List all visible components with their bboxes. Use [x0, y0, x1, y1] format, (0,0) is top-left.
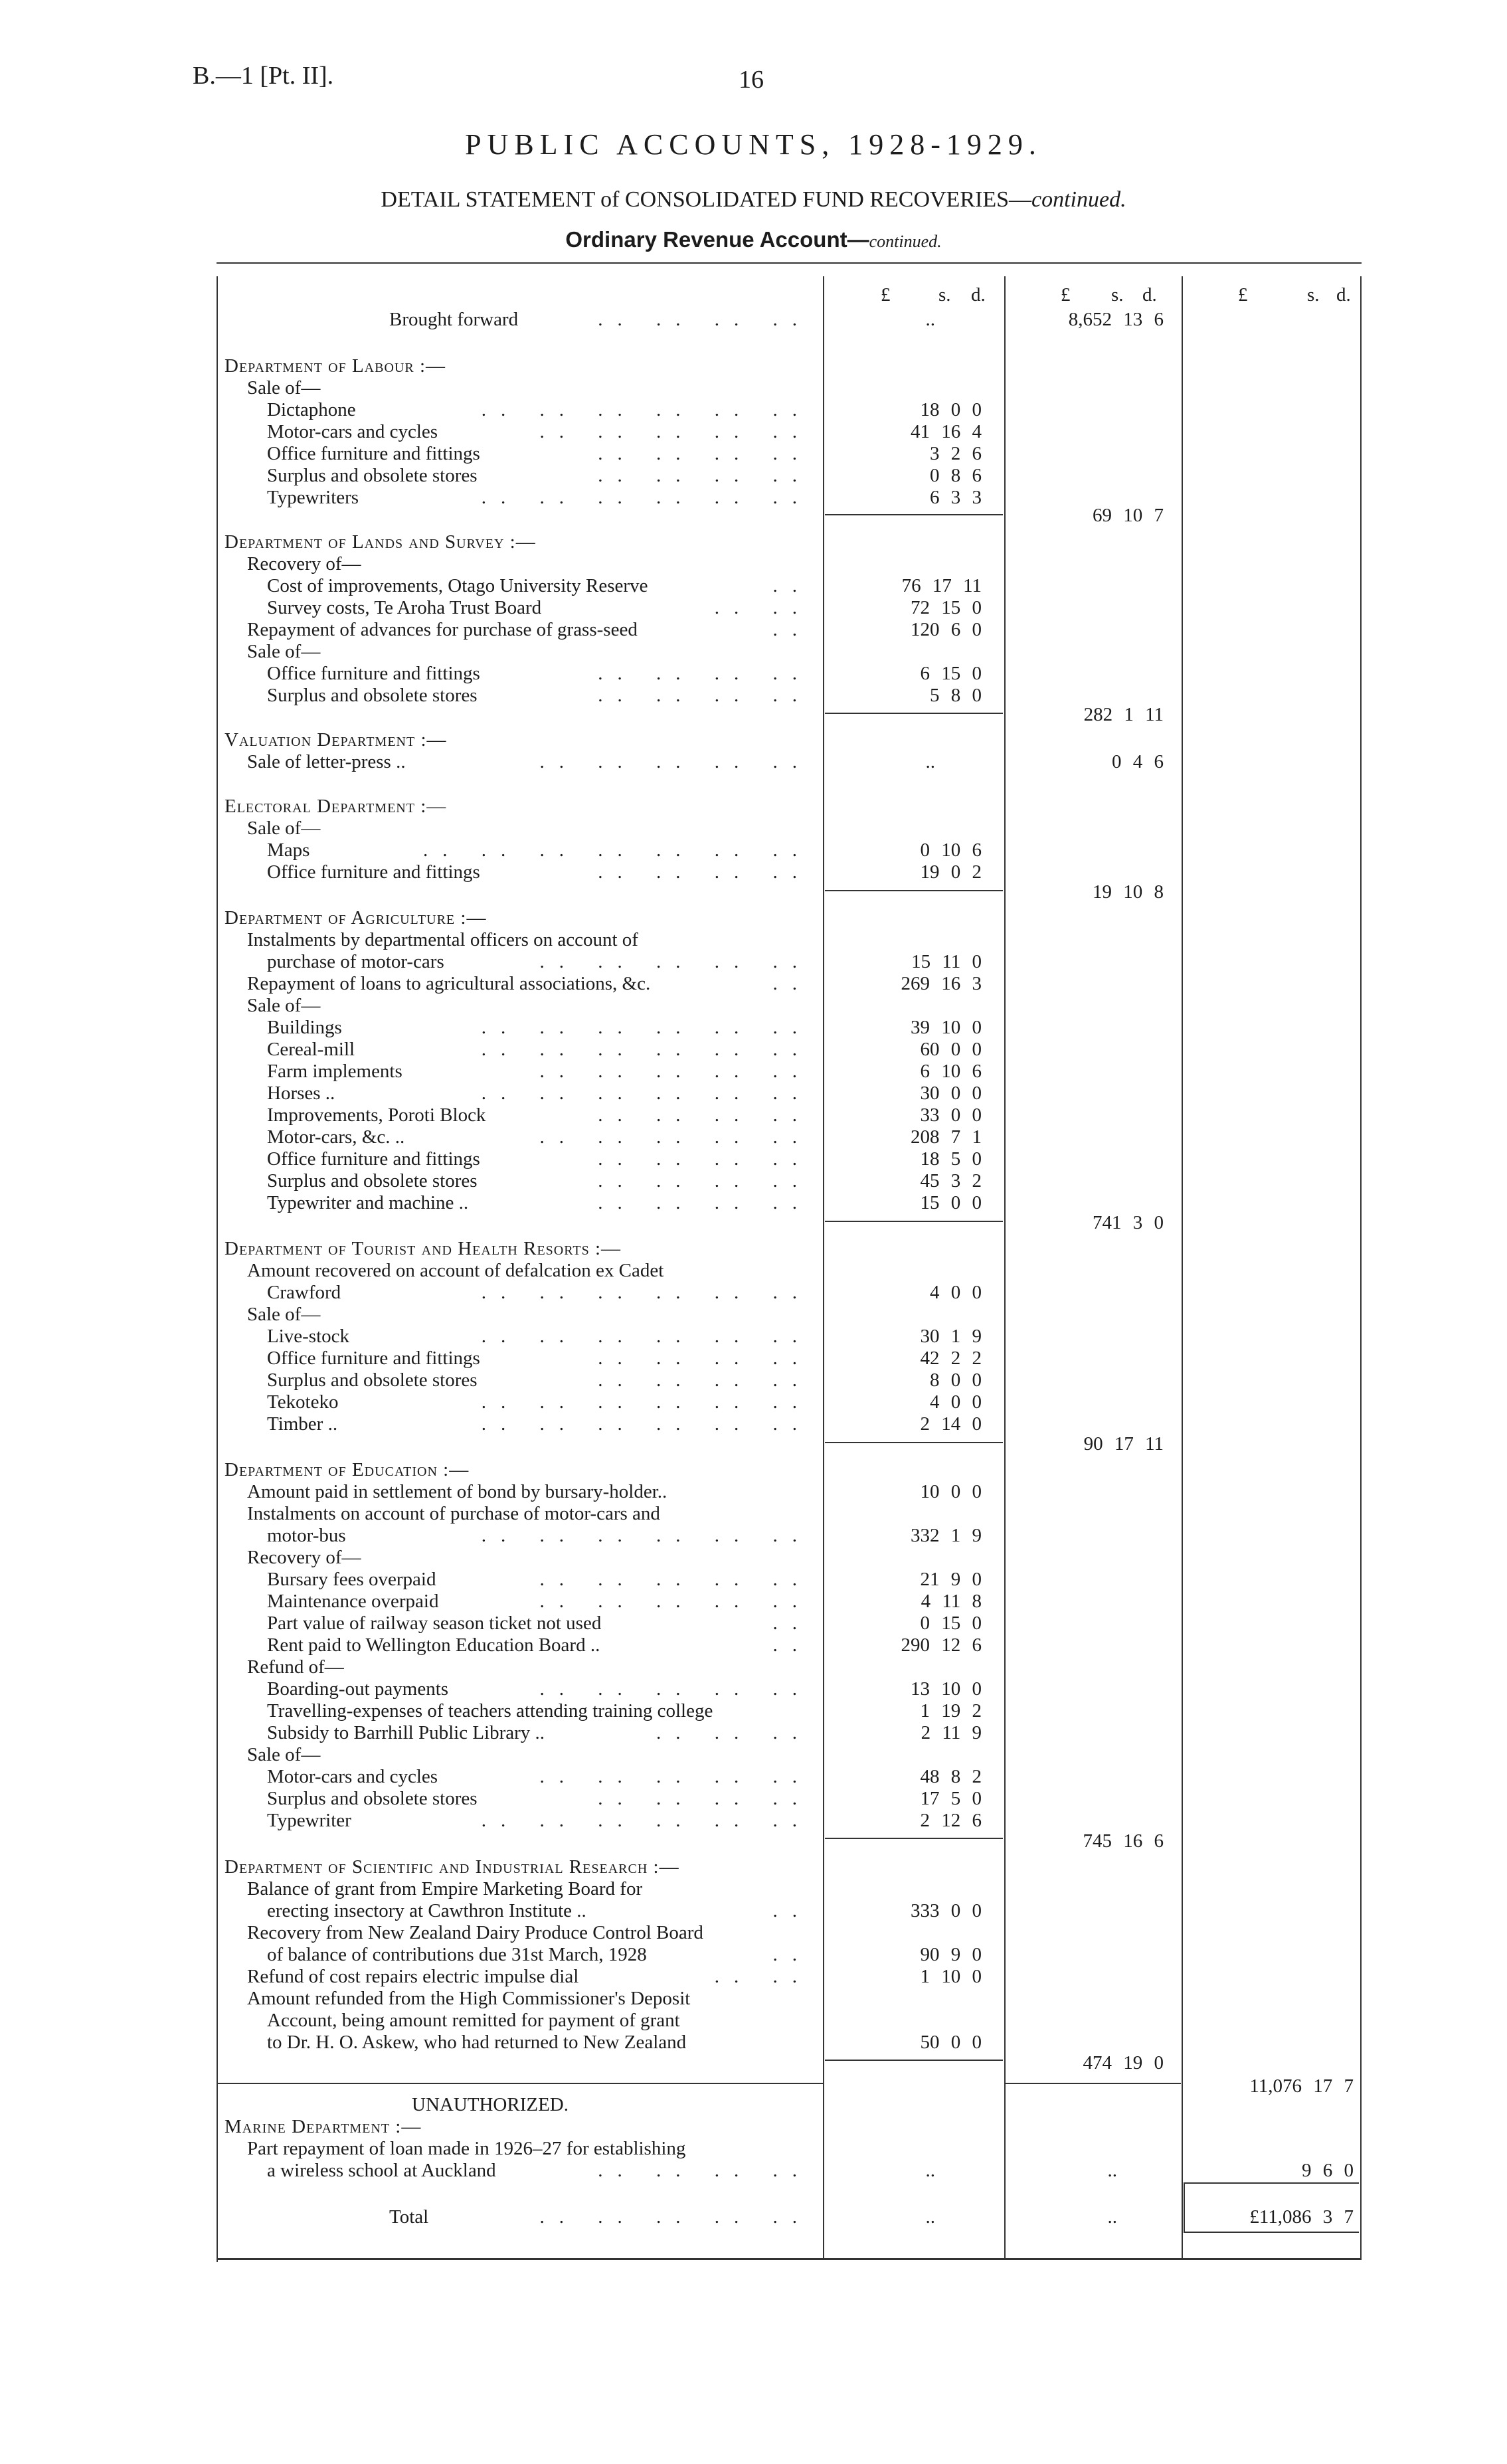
- table-row: [0, 1722, 1507, 1744]
- amount-col-b: 90 17 11: [1083, 1433, 1164, 1454]
- row-label: Office furniture and fittings: [267, 663, 480, 684]
- leader-dots: .. .. .. .. .. ..: [481, 1391, 812, 1413]
- table-row: [0, 1260, 1507, 1282]
- amount-col-a: 15 0 0: [920, 1192, 982, 1213]
- leader-dots: .. .. .. ..: [598, 465, 812, 486]
- amount-col-a: 2 11 9: [921, 1722, 982, 1743]
- table-row: [0, 1547, 1507, 1569]
- row-label: Live-stock: [267, 1326, 350, 1347]
- row-label: Maps: [267, 839, 310, 861]
- department-heading: Marine Department :—: [224, 2116, 422, 2137]
- amount-col-a: ..: [925, 2206, 935, 2228]
- table-row: [0, 2138, 1507, 2160]
- leader-dots: .. .. .. ..: [598, 1192, 812, 1213]
- leader-dots: .. .. .. ..: [598, 663, 812, 684]
- table-row: [0, 1856, 1507, 1878]
- leader-dots: .. .. .. .. ..: [539, 1678, 812, 1700]
- leader-dots: .. .. .. .. .. ..: [481, 1326, 812, 1347]
- table-row: [0, 839, 1507, 861]
- leader-dots: .. .. .. .. .. ..: [481, 1413, 812, 1435]
- table-row: [0, 1788, 1507, 1810]
- leader-dots: .. .. .. .. ..: [539, 1591, 812, 1612]
- col3-pound-header: £: [1238, 284, 1248, 306]
- row-label: Repayment of advances for purchase of grass-seed: [247, 619, 638, 640]
- amount-col-b: 69 10 7: [1093, 505, 1164, 526]
- table-row: [0, 1459, 1507, 1481]
- table-row: [0, 1192, 1507, 1214]
- table-row: [0, 1148, 1507, 1170]
- amount-col-a: 45 3 2: [920, 1170, 982, 1191]
- amount-col-a: 76 17 11: [901, 575, 982, 596]
- row-label: Crawford: [267, 1282, 341, 1303]
- table-row: [0, 309, 1507, 331]
- table-row: [0, 1988, 1507, 2010]
- table-row: [0, 355, 1507, 377]
- leader-dots: .. .. .. ..: [598, 2160, 812, 2181]
- table-row: [0, 1481, 1507, 1503]
- table-row: [0, 619, 1507, 641]
- row-label: Amount paid in settlement of bond by bursary-holder..: [247, 1481, 667, 1502]
- row-label: Subsidy to Barrhill Public Library ..: [267, 1722, 545, 1743]
- leader-dots: ..: [772, 575, 812, 596]
- amount-col-a: 120 6 0: [911, 619, 982, 640]
- amount-col-a: 30 1 9: [920, 1326, 982, 1347]
- row-label: Rent paid to Wellington Education Board ..: [267, 1634, 600, 1656]
- row-label: Amount recovered on account of defalcation ex Cadet: [247, 1260, 664, 1281]
- amount-col-a: 41 16 4: [911, 421, 982, 442]
- row-label: Sale of—: [247, 377, 321, 398]
- amount-col-a: 333 0 0: [911, 1900, 982, 1921]
- table-row: [0, 641, 1507, 663]
- account-title: [0, 227, 1507, 252]
- table-row: [0, 399, 1507, 421]
- table-row: [0, 2206, 1507, 2228]
- row-label: Repayment of loans to agricultural associations, &c.: [247, 973, 651, 994]
- table-row: [0, 1678, 1507, 1700]
- table-row: [0, 2160, 1507, 2182]
- table-row: [0, 796, 1507, 818]
- amount-col-a: 1 10 0: [920, 1966, 982, 1987]
- row-label: Horses ..: [267, 1083, 335, 1104]
- table-row: [0, 1326, 1507, 1348]
- amount-col-a: 10 0 0: [920, 1481, 982, 1502]
- row-label: Account, being amount remitted for payment of grant: [267, 2010, 680, 2031]
- row-label: Maintenance overpaid: [267, 1591, 439, 1612]
- row-label: purchase of motor-cars: [267, 951, 444, 972]
- amount-col-a: 6 10 6: [920, 1061, 982, 1082]
- row-label: Recovery of—: [247, 553, 361, 574]
- leader-dots: .. .. .. ..: [598, 1369, 812, 1391]
- row-label: Refund of cost repairs electric impulse dial: [247, 1966, 579, 1987]
- amount-col-a: 48 8 2: [920, 1766, 982, 1787]
- amount-col-a: 8 0 0: [930, 1369, 982, 1391]
- account-title-main: Ordinary Revenue Account—: [565, 227, 869, 252]
- leader-dots: .. .. .. ..: [598, 1148, 812, 1170]
- leader-dots: .. .. .. .. ..: [539, 1766, 812, 1787]
- row-label: Instalments on account of purchase of motor-cars and: [247, 1503, 660, 1524]
- table-row: [0, 505, 1507, 527]
- statement-title: [0, 187, 1507, 213]
- leader-dots: .. .. .. ..: [598, 309, 812, 330]
- department-heading: Valuation Department :—: [224, 729, 447, 750]
- amount-col-a: 5 8 0: [930, 685, 982, 706]
- leader-dots: .. .. .. ..: [598, 685, 812, 706]
- table-row: [0, 2032, 1507, 2054]
- department-heading: Electoral Department :—: [224, 796, 447, 817]
- amount-col-a: 269 16 3: [901, 973, 982, 994]
- amount-col-a: 21 9 0: [920, 1569, 982, 1590]
- table-row: [0, 2010, 1507, 2032]
- table-row: [0, 1700, 1507, 1722]
- table-row: [0, 1944, 1507, 1966]
- row-label: Surplus and obsolete stores: [267, 1369, 478, 1391]
- table-row: [0, 465, 1507, 487]
- leader-dots: ..: [772, 1900, 812, 1921]
- amount-col-a: 4 11 8: [921, 1591, 982, 1612]
- amount-col-c: £11,086 3 7: [1249, 2206, 1354, 2228]
- table-row: [0, 1766, 1507, 1788]
- col3-pence-header: d.: [1336, 284, 1351, 306]
- leader-dots: .. .. .. .. .. ..: [481, 1810, 812, 1831]
- amount-col-a: 332 1 9: [911, 1525, 982, 1546]
- row-label: Timber ..: [267, 1413, 338, 1435]
- row-label: Sale of—: [247, 995, 321, 1016]
- leader-dots: .. .. .. .. ..: [539, 1061, 812, 1082]
- table-row: [0, 2052, 1507, 2074]
- row-label: Office furniture and fittings: [267, 443, 480, 464]
- department-heading: Department of Lands and Survey :—: [224, 531, 536, 553]
- leader-dots: .. .. ..: [656, 1722, 812, 1743]
- row-label: motor-bus: [267, 1525, 346, 1546]
- table-top-rule: [217, 262, 1362, 264]
- row-label: erecting insectory at Cawthron Institute ..: [267, 1900, 586, 1921]
- row-label: Dictaphone: [267, 399, 356, 420]
- amount-col-a: 17 5 0: [920, 1788, 982, 1809]
- leader-dots: ..: [772, 1613, 812, 1634]
- amount-col-b: ..: [1107, 2206, 1117, 2228]
- row-label: Typewriter and machine ..: [267, 1192, 469, 1213]
- row-label: Refund of—: [247, 1656, 344, 1678]
- amount-col-a: 3 2 6: [930, 443, 982, 464]
- row-label: Boarding-out payments: [267, 1678, 449, 1700]
- table-row: [0, 907, 1507, 929]
- leader-dots: .. .. .. .. ..: [539, 1126, 812, 1148]
- row-label: Motor-cars and cycles: [267, 1766, 438, 1787]
- table-row: [0, 1391, 1507, 1413]
- table-row: [0, 443, 1507, 465]
- row-label: Surplus and obsolete stores: [267, 1170, 478, 1191]
- table-row: [0, 729, 1507, 751]
- amount-col-a: 0 10 6: [920, 839, 982, 861]
- leader-dots: .. .. .. .. ..: [539, 2206, 812, 2228]
- row-label: Office furniture and fittings: [267, 861, 480, 883]
- table-row: [0, 1282, 1507, 1304]
- leader-dots: .. .. .. ..: [598, 1170, 812, 1191]
- amount-col-b: 282 1 11: [1083, 704, 1164, 725]
- amount-col-a: ..: [925, 751, 935, 772]
- table-row: [0, 1017, 1507, 1039]
- row-label: Improvements, Poroti Block: [267, 1104, 486, 1126]
- col1-pence-header: d.: [971, 284, 986, 306]
- amount-col-b: ..: [1107, 2160, 1117, 2181]
- amount-col-a: 4 0 0: [930, 1391, 982, 1413]
- amount-col-a: 19 0 2: [920, 861, 982, 883]
- table-row: [0, 861, 1507, 883]
- amount-col-a: 6 3 3: [930, 487, 982, 508]
- col2-shillings-header: s.: [1111, 284, 1124, 306]
- row-label: Brought forward: [389, 309, 519, 330]
- table-row: [0, 597, 1507, 619]
- table-row: [0, 1810, 1507, 1832]
- amount-col-a: 33 0 0: [920, 1104, 982, 1126]
- grand-total-rule: [1184, 2232, 1359, 2233]
- row-label: Instalments by departmental officers on account of: [247, 929, 638, 950]
- row-label: a wireless school at Auckland: [267, 2160, 496, 2181]
- leader-dots: .. .. .. .. .. ..: [481, 1017, 812, 1038]
- table-row: [0, 1525, 1507, 1547]
- leader-dots: .. .. .. .. .. ..: [481, 399, 812, 420]
- amount-col-a: 50 0 0: [920, 2032, 982, 2053]
- amount-col-a: 72 15 0: [911, 597, 982, 618]
- leader-dots: .. .. .. .. ..: [539, 1569, 812, 1590]
- table-row: [0, 1433, 1507, 1455]
- amount-col-a: 2 14 0: [920, 1413, 982, 1435]
- department-heading: Department of Tourist and Health Resorts :—: [224, 1238, 622, 1259]
- leader-dots: .. .. .. .. ..: [539, 951, 812, 972]
- leader-dots: .. .. .. ..: [598, 1104, 812, 1126]
- amount-col-a: 60 0 0: [920, 1039, 982, 1060]
- table-row: [0, 1413, 1507, 1435]
- table-row: [0, 1878, 1507, 1900]
- table-row: [0, 1830, 1507, 1852]
- grand-total-rule: [1184, 2182, 1359, 2184]
- row-label: Sale of letter-press ..: [247, 751, 406, 772]
- table-row: [0, 1170, 1507, 1192]
- statement-title-continued: continued.: [1031, 187, 1126, 212]
- leader-dots: .. .. .. ..: [598, 861, 812, 883]
- row-label: Recovery of—: [247, 1547, 361, 1568]
- leader-dots: .. .. .. .. .. ..: [481, 1282, 812, 1303]
- table-row: [0, 531, 1507, 553]
- table-row: [0, 995, 1507, 1017]
- row-label: Bursary fees overpaid: [267, 1569, 436, 1590]
- table-row: [0, 1212, 1507, 1234]
- leader-dots: .. .. .. .. .. .. ..: [423, 839, 812, 861]
- row-label: Travelling-expenses of teachers attending training college: [267, 1700, 713, 1721]
- amount-col-a: 6 15 0: [920, 663, 982, 684]
- account-title-continued: continued.: [869, 232, 942, 251]
- table-row: [0, 1104, 1507, 1126]
- row-label: Surplus and obsolete stores: [267, 685, 478, 706]
- amount-col-a: 15 11 0: [911, 951, 982, 972]
- table-row: [0, 1591, 1507, 1613]
- row-label: Typewriters: [267, 487, 359, 508]
- amount-col-a: 90 9 0: [920, 1944, 982, 1965]
- amount-col-a: 42 2 2: [920, 1348, 982, 1369]
- leader-dots: .. .. .. .. .. ..: [481, 487, 812, 508]
- table-row: [0, 421, 1507, 443]
- row-label: Recovery from New Zealand Dairy Produce Control Board: [247, 1922, 703, 1943]
- row-label: to Dr. H. O. Askew, who had returned to New Zealand: [267, 2032, 687, 2053]
- statement-title-main: DETAIL STATEMENT of CONSOLIDATED FUND RECOVERIES—: [381, 187, 1031, 212]
- leader-dots: .. .. .. ..: [598, 1348, 812, 1369]
- row-label: Farm implements: [267, 1061, 402, 1082]
- table-row: [0, 2094, 1507, 2116]
- row-label: Office furniture and fittings: [267, 1148, 480, 1170]
- table-row: [0, 929, 1507, 951]
- table-row: [0, 1039, 1507, 1061]
- row-label: UNAUTHORIZED.: [412, 2094, 569, 2115]
- row-label: Part value of railway season ticket not used: [267, 1613, 602, 1634]
- table-row: [0, 818, 1507, 839]
- amount-col-b: 745 16 6: [1083, 1830, 1164, 1852]
- table-row: [0, 2116, 1507, 2138]
- table-row: [0, 1369, 1507, 1391]
- table-row: [0, 1126, 1507, 1148]
- leader-dots: ..: [772, 1634, 812, 1656]
- row-label: Typewriter: [267, 1810, 351, 1831]
- table-row: [0, 553, 1507, 575]
- amount-col-a: 13 10 0: [911, 1678, 982, 1700]
- department-heading: Department of Labour :—: [224, 355, 446, 377]
- table-row: [0, 663, 1507, 685]
- row-label: Sale of—: [247, 641, 321, 662]
- department-heading: Department of Education :—: [224, 1459, 470, 1480]
- leader-dots: .. .. .. ..: [598, 443, 812, 464]
- table-row: [0, 1083, 1507, 1104]
- table-row: [0, 1348, 1507, 1369]
- row-label: Sale of—: [247, 818, 321, 839]
- table-row: [0, 1744, 1507, 1766]
- leader-dots: ..: [772, 973, 812, 994]
- leader-dots: ..: [772, 1944, 812, 1965]
- leader-dots: .. ..: [714, 597, 812, 618]
- table-row: [0, 1922, 1507, 1944]
- row-label: Part repayment of loan made in 1926–27 for establishing: [247, 2138, 686, 2159]
- table-row: [0, 1656, 1507, 1678]
- table-row: [0, 751, 1507, 773]
- table-row: [0, 1503, 1507, 1525]
- amount-col-a: ..: [925, 2160, 935, 2181]
- table-row: [0, 1634, 1507, 1656]
- col1-shillings-header: s.: [938, 284, 951, 306]
- amount-col-a: 2 12 6: [920, 1810, 982, 1831]
- table-row: [0, 1061, 1507, 1083]
- table-row: [0, 881, 1507, 903]
- amount-col-c: 11,076 17 7: [1249, 2075, 1354, 2097]
- row-label: Buildings: [267, 1017, 342, 1038]
- leader-dots: .. .. .. .. ..: [539, 421, 812, 442]
- row-label: Motor-cars, &c. ..: [267, 1126, 405, 1148]
- amount-col-b: 19 10 8: [1093, 881, 1164, 903]
- amount-col-b: 741 3 0: [1093, 1212, 1164, 1233]
- table-row: [0, 575, 1507, 597]
- row-label: Total: [389, 2206, 429, 2228]
- page-ref: B.—1 [Pt. II].: [193, 62, 334, 90]
- table-row: [0, 1613, 1507, 1634]
- amount-col-b: 474 19 0: [1083, 2052, 1164, 2073]
- leader-dots: ..: [772, 619, 812, 640]
- table-row: [0, 1238, 1507, 1260]
- col3-shillings-header: s.: [1307, 284, 1320, 306]
- amount-col-a: 30 0 0: [920, 1083, 982, 1104]
- table-row: [0, 1304, 1507, 1326]
- row-label: Surplus and obsolete stores: [267, 465, 478, 486]
- page-title: PUBLIC ACCOUNTS, 1928-1929.: [465, 128, 1042, 161]
- col1-pound-header: £: [881, 284, 891, 306]
- department-heading: Department of Scientific and Industrial Research :—: [224, 1856, 679, 1878]
- amount-col-c: 9 6 0: [1302, 2160, 1354, 2181]
- amount-col-a: 290 12 6: [901, 1634, 982, 1656]
- row-label: Amount refunded from the High Commissioner's Deposit: [247, 1988, 691, 2009]
- row-label: Sale of—: [247, 1744, 321, 1765]
- table-row: [0, 951, 1507, 973]
- table-bottom-rule: [217, 2258, 1362, 2260]
- amount-col-b: 8,652 13 6: [1068, 309, 1164, 330]
- table-row: [0, 377, 1507, 399]
- amount-col-a: 0 15 0: [920, 1613, 982, 1634]
- leader-dots: .. ..: [714, 1966, 812, 1987]
- leader-dots: .. .. .. .. ..: [539, 751, 812, 772]
- row-label: Office furniture and fittings: [267, 1348, 480, 1369]
- department-heading: Department of Agriculture :—: [224, 907, 487, 928]
- amount-col-a: 0 8 6: [930, 465, 982, 486]
- row-label: Balance of grant from Empire Marketing Board for: [247, 1878, 643, 1899]
- amount-col-a: 208 7 1: [911, 1126, 982, 1148]
- leader-dots: .. .. .. .. .. ..: [481, 1083, 812, 1104]
- page-number: 16: [739, 66, 764, 94]
- row-label: Cost of improvements, Otago University Reserve: [267, 575, 648, 596]
- table-row: [0, 973, 1507, 995]
- row-label: of balance of contributions due 31st March, 1928: [267, 1944, 647, 1965]
- amount-col-a: ..: [925, 309, 935, 330]
- row-label: Sale of—: [247, 1304, 321, 1325]
- row-label: Tekoteko: [267, 1391, 339, 1413]
- amount-col-a: 4 0 0: [930, 1282, 982, 1303]
- amount-col-a: 18 0 0: [920, 399, 982, 420]
- amount-col-a: 1 19 2: [920, 1700, 982, 1721]
- table-row: [0, 1569, 1507, 1591]
- row-label: Surplus and obsolete stores: [267, 1788, 478, 1809]
- leader-dots: .. .. .. .. .. ..: [481, 1039, 812, 1060]
- amount-col-a: 18 5 0: [920, 1148, 982, 1170]
- leader-dots: .. .. .. .. .. ..: [481, 1525, 812, 1546]
- amount-col-a: 39 10 0: [911, 1017, 982, 1038]
- table-row: [0, 704, 1507, 726]
- col2-pound-header: £: [1061, 284, 1071, 306]
- amount-col-b: 0 4 6: [1112, 751, 1164, 772]
- row-label: Motor-cars and cycles: [267, 421, 438, 442]
- row-label: Survey costs, Te Aroha Trust Board: [267, 597, 542, 618]
- leader-dots: .. .. .. ..: [598, 1788, 812, 1809]
- row-label: Cereal-mill: [267, 1039, 355, 1060]
- table-row: [0, 1966, 1507, 1988]
- col2-pence-header: d.: [1142, 284, 1157, 306]
- table-row: [0, 1900, 1507, 1922]
